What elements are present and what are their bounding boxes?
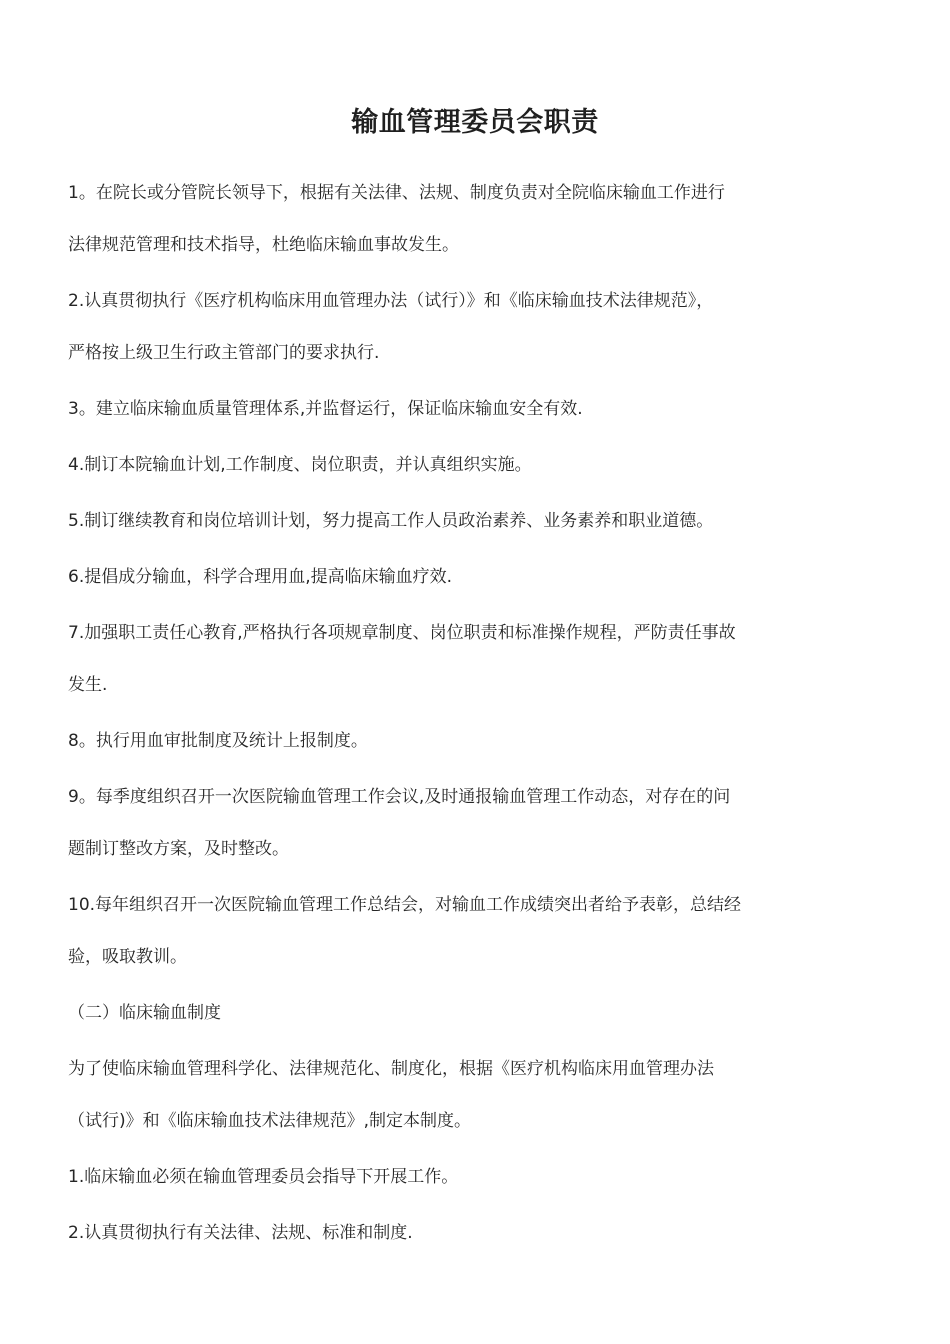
document-paragraph xyxy=(68,551,838,603)
paragraph-line: 5.制订继续教育和岗位培训计划，努力提高工作人员政治素养、业务素养和职业道德。 xyxy=(68,511,714,531)
document-paragraph xyxy=(68,771,838,875)
paragraph-line: 1.临床输血必须在输血管理委员会指导下开展工作。 xyxy=(68,1167,459,1187)
paragraph-line: 题制订整改方案，及时整改。 xyxy=(68,839,289,859)
paragraph-line: 发生. xyxy=(68,675,108,695)
paragraph-line: 1。在院长或分管院长领导下，根据有关法律、法规、制度负责对全院临床输血工作进行 xyxy=(68,183,725,203)
paragraph-line: 3。建立临床输血质量管理体系,并监督运行，保证临床输血安全有效. xyxy=(68,399,583,419)
document-paragraph xyxy=(68,1207,838,1259)
paragraph-line: 严格按上级卫生行政主管部门的要求执行. xyxy=(68,343,380,363)
paragraph-line: 2.认真贯彻执行有关法律、法规、标准和制度. xyxy=(68,1223,413,1243)
document-paragraph xyxy=(68,715,838,767)
document-paragraph xyxy=(68,495,838,547)
paragraph-line: 9。每季度组织召开一次医院输血管理工作会议,及时通报输血管理工作动态，对存在的问 xyxy=(68,787,731,807)
paragraph-line: 2.认真贯彻执行《医疗机构临床用血管理办法（试行）》和《临床输血技术法律规范》， xyxy=(68,291,714,311)
paragraph-line: 7.加强职工责任心教育,严格执行各项规章制度、岗位职责和标准操作规程，严防责任事故 xyxy=(68,623,736,643)
document-paragraph xyxy=(68,1151,838,1203)
paragraph-line: （试行)》和《临床输血技术法律规范》,制定本制度。 xyxy=(68,1111,472,1131)
paragraph-line: （二）临床输血制度 xyxy=(68,1003,221,1023)
document-paragraph xyxy=(68,987,838,1039)
paragraph-line: 10.每年组织召开一次医院输血管理工作总结会，对输血工作成绩突出者给予表彰，总结经 xyxy=(68,895,742,915)
document-title: 输血管理委员会职责 xyxy=(351,107,599,138)
document-paragraph xyxy=(68,439,838,491)
paragraph-line: 为了使临床输血管理科学化、法律规范化、制度化，根据《医疗机构临床用血管理办法 xyxy=(68,1059,714,1079)
paragraph-line: 法律规范管理和技术指导，杜绝临床输血事故发生。 xyxy=(68,235,459,255)
paragraph-line: 4.制订本院输血计划,工作制度、岗位职责，并认真组织实施。 xyxy=(68,455,532,475)
document-paragraph xyxy=(68,879,838,983)
document-paragraph xyxy=(68,383,838,435)
document-paragraph xyxy=(68,607,838,711)
document-body xyxy=(68,167,838,1263)
paragraph-line: 8。执行用血审批制度及统计上报制度。 xyxy=(68,731,368,751)
document-paragraph xyxy=(68,275,838,379)
document-paragraph xyxy=(68,167,838,271)
paragraph-line: 6.提倡成分输血，科学合理用血,提高临床输血疗效. xyxy=(68,567,453,587)
paragraph-line: 验，吸取教训。 xyxy=(68,947,187,967)
document-paragraph xyxy=(68,1043,838,1147)
